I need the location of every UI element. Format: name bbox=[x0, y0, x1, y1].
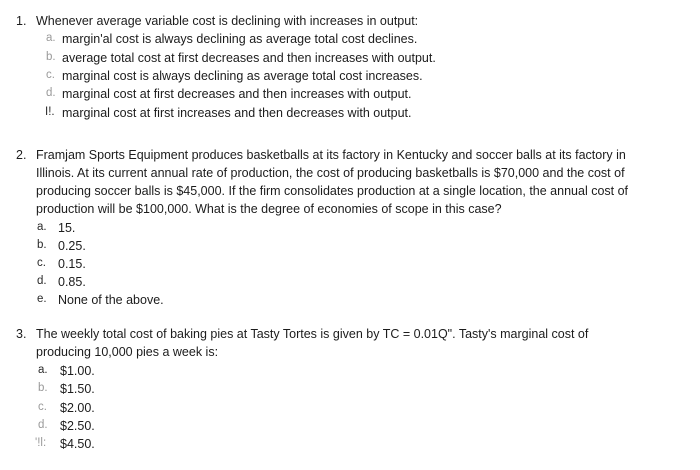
option-text: marginal cost is always declining as average total cost increases. bbox=[62, 69, 423, 83]
option-text: average total cost at first decreases and then increases with output. bbox=[62, 51, 436, 65]
option-text: 0.85. bbox=[58, 275, 86, 289]
option-text: None of the above. bbox=[58, 293, 164, 307]
option-letter: a. bbox=[46, 32, 56, 44]
option-letter: b. bbox=[46, 51, 56, 63]
option-letter: d. bbox=[38, 419, 48, 431]
question-stem-line: The weekly total cost of baking pies at Tasty Tortes is given by TC = 0.01Q". Tasty's marginal cost of bbox=[36, 327, 589, 341]
question-stem-line: producing 10,000 pies a week is: bbox=[36, 345, 219, 359]
question-stem-line: Framjam Sports Equipment produces basketballs at its factory in Kentucky and soccer balls at its factory in bbox=[36, 148, 626, 162]
option-text: marginal cost at first increases and then decreases with output. bbox=[62, 106, 412, 120]
option-letter: a. bbox=[37, 221, 47, 233]
option-text: 0.15. bbox=[58, 257, 86, 271]
option-text: margin'al cost is always declining as average total cost declines. bbox=[62, 32, 418, 46]
question-number: 2. bbox=[16, 148, 27, 162]
option-letter: b. bbox=[38, 382, 48, 394]
option-letter: c. bbox=[38, 401, 47, 413]
option-text: 0.25. bbox=[58, 239, 86, 253]
option-text: $2.50. bbox=[60, 419, 95, 433]
question-number: 3. bbox=[16, 327, 27, 341]
option-letter: c. bbox=[37, 257, 46, 269]
option-letter: c. bbox=[46, 69, 55, 81]
option-text: $1.00. bbox=[60, 364, 95, 378]
option-text: marginal cost at first decreases and then increases with output. bbox=[62, 87, 412, 101]
option-text: $1.50. bbox=[60, 382, 95, 396]
option-letter: I!. bbox=[45, 106, 55, 118]
option-letter: d. bbox=[46, 87, 56, 99]
question-stem-line: production will be $100,000. What is the degree of economies of scope in this case? bbox=[36, 202, 502, 216]
option-letter: e. bbox=[37, 293, 47, 305]
option-letter: a. bbox=[38, 364, 48, 376]
option-text: $2.00. bbox=[60, 401, 95, 415]
option-letter: d. bbox=[37, 275, 47, 287]
question-stem-line: producing soccer balls is $45,000. If the firm consolidates production at a single location, the annual cost of bbox=[36, 184, 629, 198]
question-stem: Whenever average variable cost is declining with increases in output: bbox=[36, 14, 419, 28]
option-letter: b. bbox=[37, 239, 47, 251]
option-text: 15. bbox=[58, 221, 76, 235]
question-stem-line: Illinois. At its current annual rate of production, the cost of producing basketballs is $70,000 and the cost of bbox=[36, 166, 625, 180]
question-number: 1. bbox=[16, 14, 27, 28]
option-letter: '!l: bbox=[35, 437, 47, 449]
option-text: $4.50. bbox=[60, 437, 95, 451]
